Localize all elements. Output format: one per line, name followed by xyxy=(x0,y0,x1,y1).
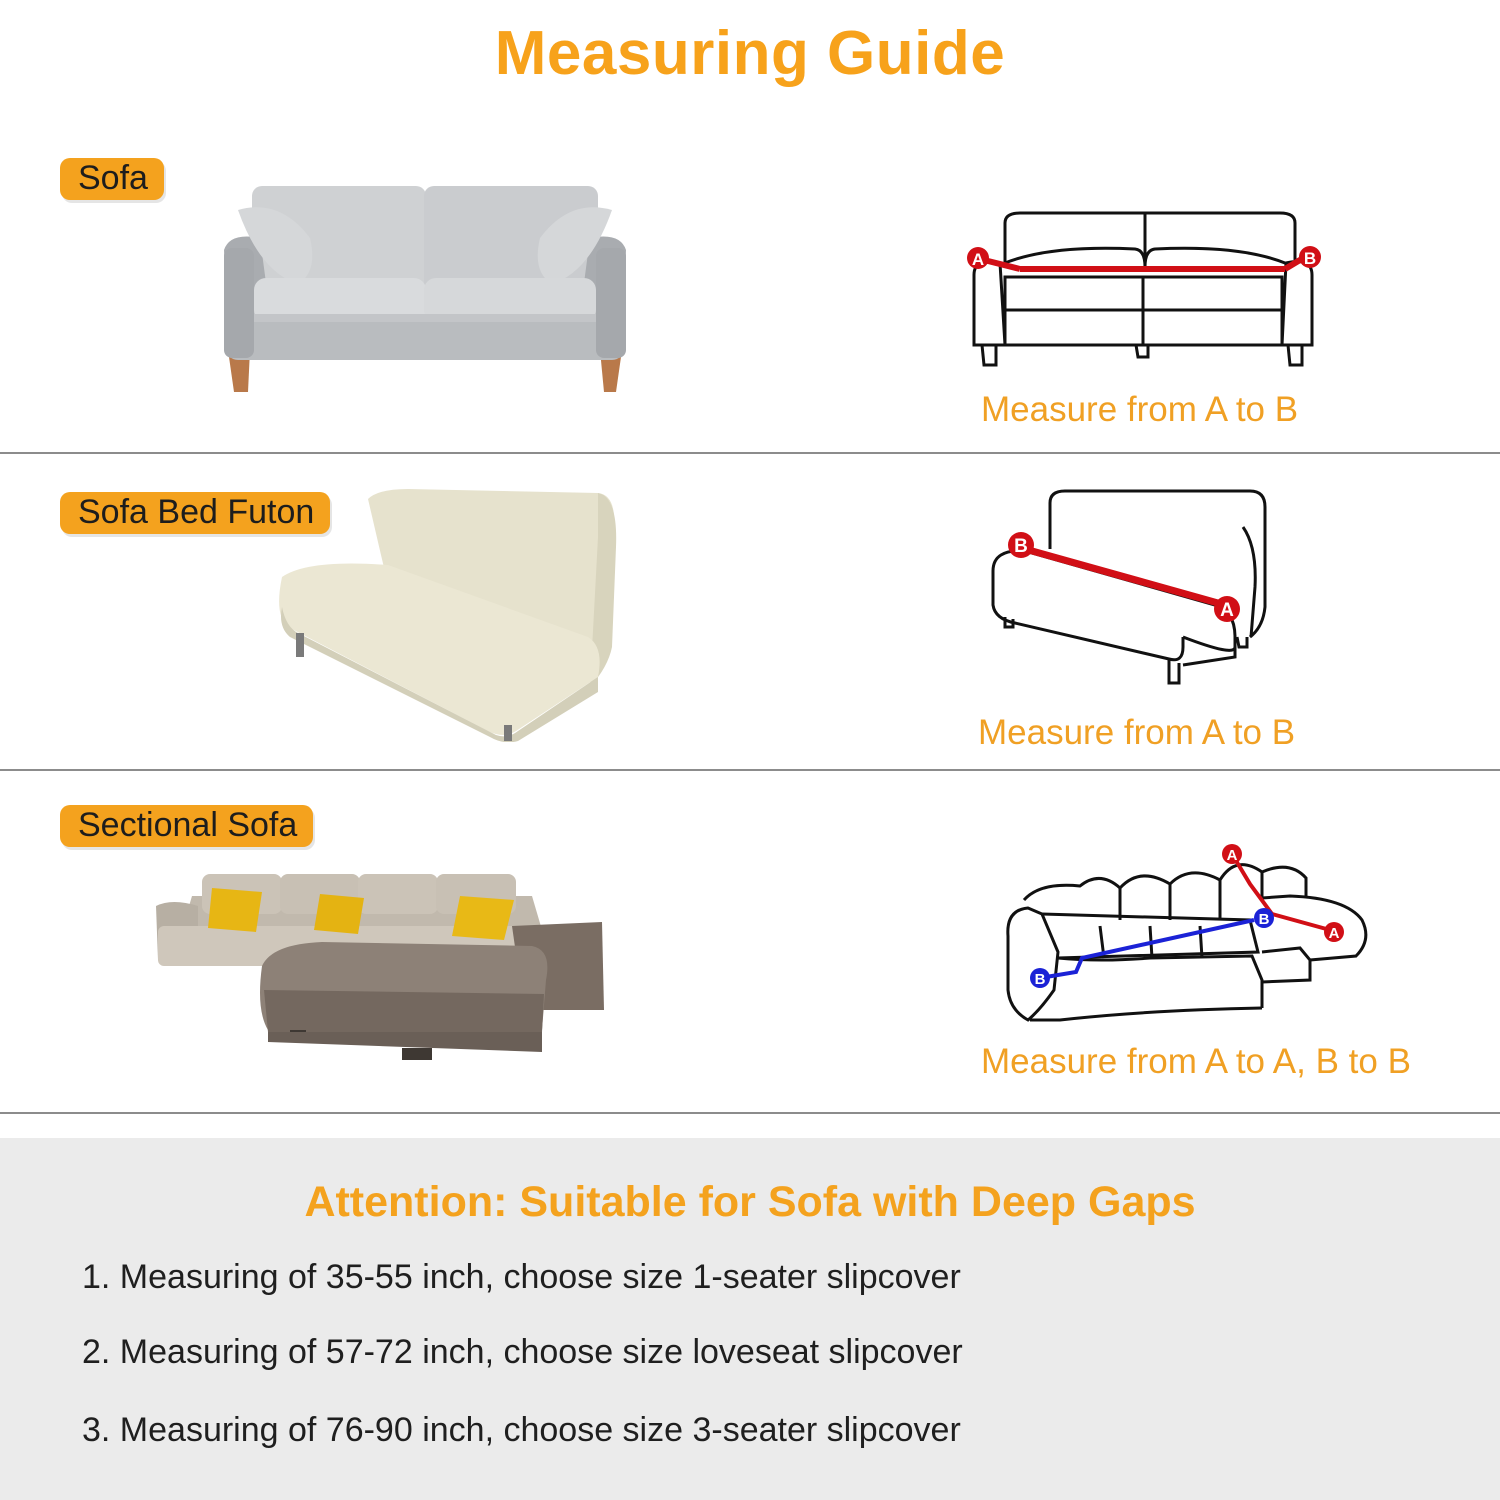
sofa-caption: Measure from A to B xyxy=(981,390,1299,429)
marker-b: B xyxy=(1034,971,1046,988)
futon-photo xyxy=(268,487,618,742)
sectional-label-badge: Sectional Sofa xyxy=(60,805,313,847)
marker-b: B xyxy=(1258,911,1270,928)
attention-panel xyxy=(0,1138,1500,1500)
sectional-diagram xyxy=(1000,840,1372,1055)
size-rule-3: 3. Measuring of 76-90 inch, choose size 3-seater slipcover xyxy=(82,1411,961,1449)
futon-label-badge: Sofa Bed Futon xyxy=(60,492,330,534)
size-rule-2: 2. Measuring of 57-72 inch, choose size loveseat slipcover xyxy=(82,1333,963,1371)
divider xyxy=(0,452,1500,454)
marker-a: A xyxy=(1328,925,1340,942)
sectional-photo xyxy=(152,870,607,1065)
divider xyxy=(0,769,1500,771)
sofa-diagram xyxy=(960,205,1330,370)
page-title: Measuring Guide xyxy=(494,19,1006,88)
sofa-label-badge: Sofa xyxy=(60,158,164,200)
marker-b: B xyxy=(1303,249,1317,268)
marker-a: A xyxy=(971,250,985,269)
marker-a: A xyxy=(1226,847,1238,864)
futon-caption: Measure from A to B xyxy=(978,713,1296,752)
attention-title: Attention: Suitable for Sofa with Deep Gaps xyxy=(304,1178,1196,1226)
divider xyxy=(0,1112,1500,1114)
size-rule-1: 1. Measuring of 35-55 inch, choose size 1-seater slipcover xyxy=(82,1258,961,1296)
sofa-photo xyxy=(220,180,630,400)
sectional-caption: Measure from A to A, B to B xyxy=(981,1042,1411,1081)
futon-diagram xyxy=(985,487,1270,692)
marker-a: A xyxy=(1220,600,1234,621)
marker-b: B xyxy=(1014,536,1028,557)
